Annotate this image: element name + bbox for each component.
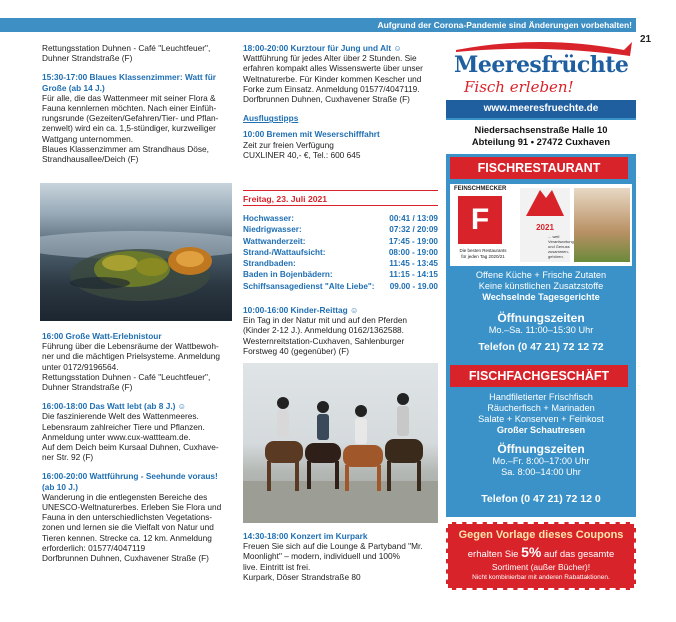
tide-label: Hochwasser: <box>243 214 294 223</box>
text-line: live. Eintritt ist frei. <box>243 561 311 572</box>
date-header: Freitag, 23. Juli 2021 <box>243 190 438 206</box>
text-line: Moonlight" – modern, individuell und 100% <box>243 551 400 562</box>
text-line: Auf dem Deich beim Kursaal Duhnen, Cuxhave- <box>42 442 219 453</box>
text-line: Westernreitstation-Cuxhaven, Sahlenburger <box>243 335 405 346</box>
tide-value: 09.00 - 19.00 <box>389 281 438 291</box>
text-line: Anmeldung unter www.cux-wattteam.de. <box>42 431 191 442</box>
event-intro <box>42 43 232 63</box>
text-line: UNESCO-Weltnaturerbes. Erleben Sie Flora und <box>42 502 222 513</box>
text-line: ner Str. 92 (F) <box>42 452 94 463</box>
event-seehunde-voraus <box>42 471 232 563</box>
tide-label: Schiffsansagedienst "Alte Liebe": <box>243 281 375 291</box>
award-text-line: ... weil <box>548 234 560 239</box>
restaurant-photo <box>574 188 630 262</box>
hours-title: Öffnungszeiten <box>497 311 585 325</box>
tide-label: Niedrigwasser: <box>243 225 302 235</box>
hours-line: Mo.–Fr. 8:00–17:00 Uhr <box>492 456 590 466</box>
hours-title: Öffnungszeiten <box>497 442 585 456</box>
event-watt-erlebnistour <box>42 331 232 392</box>
text-line: Fauna kennlernen möchten. Nach einer Einfüh- <box>42 103 217 114</box>
text-line: Strandhausallee/Deich (F) <box>42 154 139 165</box>
event-das-watt-lebt <box>42 401 232 462</box>
award-text <box>548 234 572 259</box>
text-line: Wanderung in die entlegensten Bereiche des <box>42 491 208 502</box>
event-title: (ab 10 J.) <box>42 481 78 492</box>
restaurant-title: FISCHRESTAURANT <box>450 157 628 179</box>
text-line: Die faszinierende Welt des Wattenmeeres. <box>42 411 199 422</box>
badge-feinschmecker-title: FEINSCHMECKER <box>454 186 507 192</box>
event-title: 10:00 Bremen mit Weserschifffahrt <box>243 129 380 140</box>
tide-row <box>243 247 438 258</box>
text-line: rungsrunde (Gezeiten/Gefahren/Tier- und Pflan- <box>42 113 219 124</box>
events-column-2-lower <box>243 531 438 591</box>
text-line: Ein Tag in der Natur mit und auf den Pferden <box>243 315 408 326</box>
tide-value: 11:45 - 13:45 <box>389 259 438 269</box>
discount-coupon[interactable] <box>446 522 636 590</box>
text-line: Wattführung für jedes Alter über 2 Stunden. Sie <box>243 53 417 64</box>
shop-features <box>446 392 636 436</box>
badge-caption <box>452 248 514 259</box>
feature-line: Keine künstlichen Zusatzstoffe <box>478 281 604 291</box>
event-bremen <box>243 129 438 160</box>
tide-label: Strand-/Wattaufsicht: <box>243 247 326 257</box>
text-line: Tieren kennen. Strecke ca. 12 km. Anmeldung <box>42 532 212 543</box>
feature-line: Salate + Konserven + Feinkost <box>478 414 604 424</box>
text-line: Duhner Strandstraße (F) <box>42 53 133 64</box>
logo-wordmark: Meeresfrüchte <box>454 52 629 78</box>
coupon-text: auf das gesamte <box>543 549 615 560</box>
restaurant-hours <box>446 311 636 336</box>
text-line: zenwelt) wird ein ca. 1,5-stündiger, kurzweiliger <box>42 123 216 134</box>
text-line: Dorfbrunnen Duhnen, Cuxhavener Straße (F) <box>243 94 410 105</box>
text-line: zonen und lernen sie die Vielfalt von Natur und <box>42 522 214 533</box>
feature-line: Großer Schautresen <box>496 425 586 435</box>
feature-line: Wechselnde Tagesgerichte <box>482 292 600 302</box>
text-line: Fauna in den unterschiedlichsten Vegetations- <box>42 512 213 523</box>
events-column-1-lower <box>42 331 232 572</box>
mussels-illustration <box>40 183 232 321</box>
event-title: 15:30-17:00 Blaues Klassenzimmer: Watt für <box>42 72 216 83</box>
shop-hours <box>446 442 636 478</box>
tide-row <box>243 236 438 247</box>
text-line: Führung über die Lebensräume der Wattbewoh- <box>42 341 219 352</box>
text-line: Für alle, die das Wattenmeer mit seiner Flora & <box>42 92 216 103</box>
text-line: erforderlich: 01577/4047119 <box>42 542 146 553</box>
hours-line: Mo.–Sa. 11:00–15:30 Uhr <box>488 325 594 335</box>
award-text-line: Verantwortung <box>548 239 574 244</box>
text-line: unter 0172/9196564. <box>42 361 119 372</box>
logo-slogan: Fisch erleben! <box>464 78 574 96</box>
tide-value: 11:15 - 14:15 <box>389 270 438 280</box>
restaurant-features <box>446 270 636 303</box>
coupon-scope: Sortiment (außer Bücher)! <box>491 562 591 572</box>
tide-value: 07:32 / 20:09 <box>389 225 438 235</box>
coupon-note: Nicht kombinierbar mit anderen Rabattaktionen. <box>472 574 610 581</box>
tide-row <box>243 258 438 269</box>
address-block <box>446 120 636 154</box>
text-line: CUXLINER 40,- €, Tel.: 600 645 <box>243 149 361 160</box>
text-line: Kurpark, Döser Strandstraße 80 <box>243 571 361 582</box>
text-line: Blaues Klassenzimmer am Strandhaus Döse, <box>42 143 209 154</box>
event-title: 16:00-20:00 Wattführung - Seehunde voraus! <box>42 471 218 482</box>
text-line: erfahren kompakt alles Wissenswerte über unser <box>243 63 423 74</box>
tide-value: 00:41 / 13:09 <box>389 214 438 223</box>
event-title: 16:00 Große Watt-Erlebnistour <box>42 331 162 341</box>
shop-phone: Telefon (0 47 21) 72 12 0 <box>481 493 601 505</box>
award-ribbon-icon <box>520 188 570 218</box>
award-2021-badge <box>520 188 574 262</box>
coupon-offer <box>448 544 634 560</box>
text-line: Freuen Sie sich auf die Lounge & Partyband "Mr. <box>243 541 423 552</box>
event-blaues-klassenzimmer <box>42 72 232 164</box>
photo-kids-on-horses <box>243 363 438 523</box>
events-column-2-middle <box>243 305 438 365</box>
award-text-line: gehören. <box>548 254 564 259</box>
text-line: Lebensraum zahlreicher Tiere und Pflanzen. <box>42 421 205 432</box>
text-line: Rettungsstation Duhnen - Café "Leuchtfeuer", <box>42 371 211 382</box>
coupon-title: Gegen Vorlage dieses Coupons <box>458 529 624 541</box>
restaurant-phone: Telefon (0 47 21) 72 12 72 <box>478 341 604 353</box>
tide-table <box>243 213 438 292</box>
event-konzert-kurpark <box>243 531 438 582</box>
text-line: Forke zum Einsatz. Anmeldung 01577/4047119. <box>243 83 420 94</box>
tide-value: 17:45 - 19:00 <box>388 236 438 246</box>
event-kinder-reittag <box>243 305 438 356</box>
text-line: Rettungsstation Duhnen - Café "Leuchtfeuer", <box>42 43 211 53</box>
events-column-2 <box>243 43 438 169</box>
award-text-line: zusammen- <box>548 249 569 254</box>
text-line: Duhner Strandstraße (F) <box>42 382 133 393</box>
horses-illustration <box>243 363 438 523</box>
tide-value: 08:00 - 19:00 <box>388 247 438 257</box>
award-year: 2021 <box>536 223 554 232</box>
text-line: Weltnaturerbe. Für Kinder kommen Kescher und <box>243 73 422 84</box>
address-line: Niedersachsenstraße Halle 10 <box>474 124 608 135</box>
tide-label: Baden in Bojenbädern: <box>243 270 333 280</box>
hours-line: Sa. 8:00–14:00 Uhr <box>501 467 581 477</box>
feature-line: Handfiletierter Frischfisch <box>489 392 593 402</box>
award-text-line: und Genuss <box>548 244 570 249</box>
coupon-text: erhalten Sie <box>467 549 519 560</box>
tide-label: Wattwanderzeit: <box>243 236 306 246</box>
text-line: Zeit zur freien Verfügung <box>243 139 334 150</box>
shop-title: FISCHFACHGESCHÄFT <box>450 365 628 387</box>
text-line: Dorfbrunnen Duhnen, Cuxhavener Straße (F) <box>42 553 209 564</box>
tide-row <box>243 281 438 292</box>
event-title: 18:00-20:00 Kurztour für Jung und Alt ☺ <box>243 43 402 53</box>
event-kurztour <box>243 43 438 104</box>
page-number: 21 <box>640 34 652 45</box>
event-title: 16:00-18:00 Das Watt lebt (ab 8 J.) ☺ <box>42 401 187 412</box>
photo-mussels-on-beach <box>40 183 232 321</box>
text-line: Forstweg 40 (gegenüber) (F) <box>243 345 350 356</box>
event-title: 14:30-18:00 Konzert im Kurpark <box>243 531 368 541</box>
address-line: Abteilung 91 • 27472 Cuxhaven <box>471 136 611 147</box>
event-title: Große (ab 14 J.) <box>42 82 105 93</box>
caption-line: Die besten Restaurants <box>459 248 507 253</box>
feature-line: Offene Küche + Frische Zutaten <box>475 270 607 280</box>
caption-line: für jeden Tag 2020/21 <box>461 253 505 259</box>
coupon-percent: 5% <box>521 544 542 560</box>
text-line: (Kinder 2-12 J.). Anmeldung 0162/1362588. <box>243 325 404 336</box>
corona-notice-bar: Aufgrund der Corona-Pandemie sind Änderungen vorbehalten! <box>0 18 636 32</box>
tide-label: Strandbaden: <box>243 259 296 269</box>
award-badges <box>450 184 632 266</box>
event-title: 10:00-16:00 Kinder-Reittag ☺ <box>243 305 359 315</box>
section-title-ausflugstipps: Ausflugstipps <box>243 113 299 124</box>
text-line: ner und die mächtigen Prielsysteme. Anmeldung <box>42 351 221 362</box>
website-url[interactable]: www.meeresfruechte.de <box>446 100 636 118</box>
tide-row <box>243 269 438 280</box>
events-column-1 <box>42 43 232 173</box>
tide-row <box>243 224 438 235</box>
brand-logo <box>446 38 636 100</box>
advertisement-meeresfruechte <box>446 38 636 517</box>
tide-row <box>243 213 438 224</box>
feinschmecker-badge-icon: F <box>458 196 502 244</box>
text-line: Wattgang unternommen. <box>42 133 134 144</box>
feature-line: Räucherfisch + Marinaden <box>487 403 595 413</box>
